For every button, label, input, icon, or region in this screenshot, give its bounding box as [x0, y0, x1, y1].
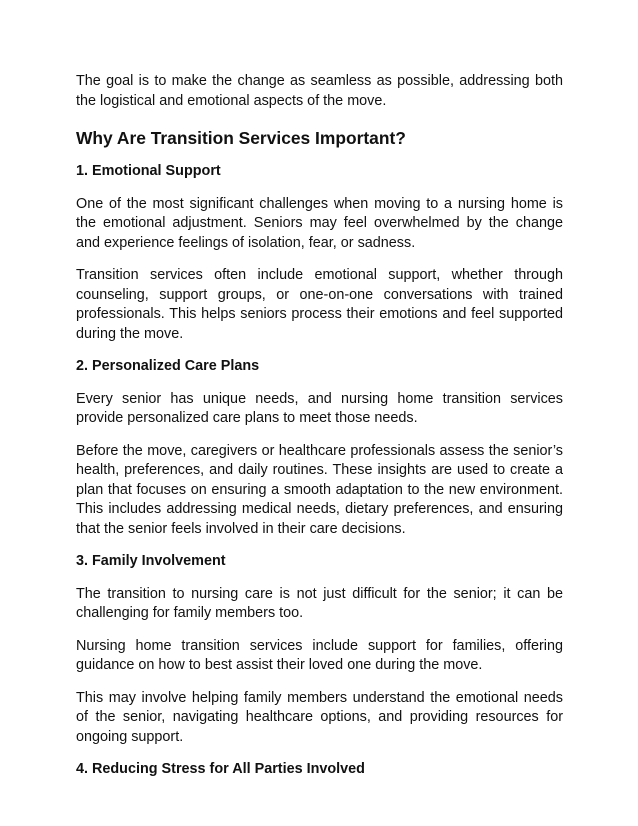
subheading-family-involvement: 3. Family Involvement [76, 553, 226, 569]
paragraph-family-2: Nursing home transition services include support for families, offering guidance on how to best assist their loved one during the move. [76, 637, 563, 673]
paragraph-care-2: Before the move, caregivers or healthcare professionals assess the senior’s health, preferences, and daily routines. These insights are used to create a plan that focuses on ensuring a smooth adaptation to the new environment. This includes addressing medical needs, dietary preferences, and ensuring that the senior feels involved in their care decisions. [76, 442, 563, 537]
subheading-reducing-stress: 4. Reducing Stress for All Parties Involved [76, 761, 365, 777]
paragraph-care-1: Every senior has unique needs, and nursing home transition services provide personalized care plans to meet those needs. [76, 390, 563, 426]
paragraph-family-3: This may involve helping family members understand the emotional needs of the senior, navigating healthcare options, and providing resources for ongoing support. [76, 689, 563, 745]
intro-paragraph: The goal is to make the change as seamless as possible, addressing both the logistical and emotional aspects of the move. [76, 73, 563, 109]
document-page [76, 72, 563, 793]
subheading-care-plans: 2. Personalized Care Plans [76, 358, 260, 374]
paragraph-family-1: The transition to nursing care is not just difficult for the senior; it can be challenging for family members too. [76, 585, 563, 621]
subheading-emotional-support: 1. Emotional Support [76, 163, 221, 179]
paragraph-emotional-1: One of the most significant challenges when moving to a nursing home is the emotional adjustment. Seniors may feel overwhelmed by the change and experience feelings of isolation, fear, or sadness. [76, 195, 563, 251]
section-heading: Why Are Transition Services Important? [76, 128, 406, 148]
paragraph-emotional-2: Transition services often include emotional support, whether through counseling, support groups, or one-on-one conversations with trained professionals. This helps seniors process their emotions and feel supported during the move. [76, 267, 563, 342]
